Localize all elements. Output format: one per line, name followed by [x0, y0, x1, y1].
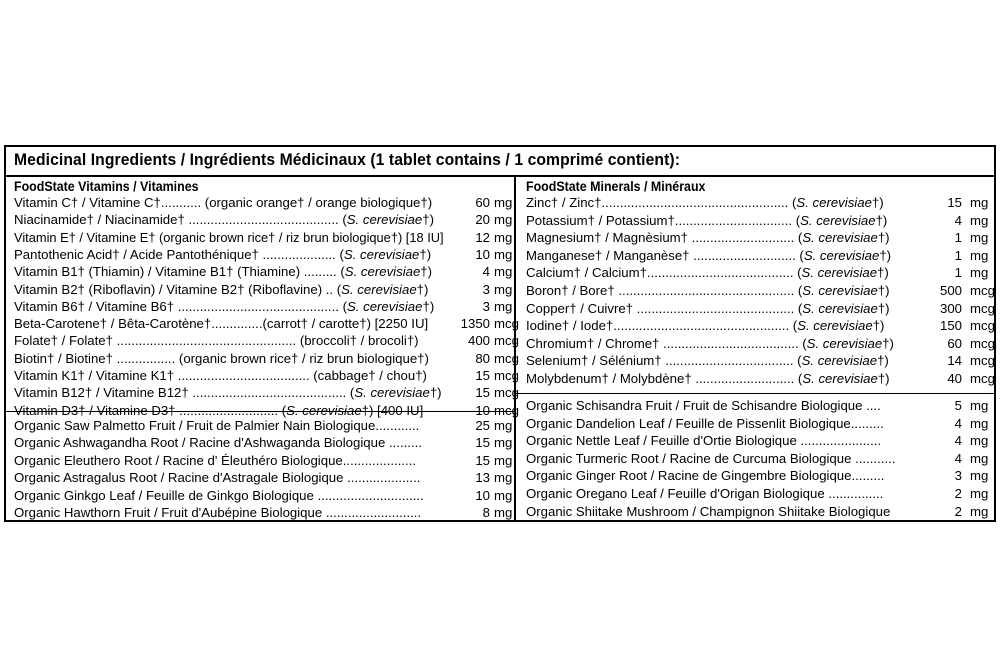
vitamin-amount: 15	[475, 368, 490, 383]
mineral-row	[526, 194, 996, 211]
mineral-row	[526, 264, 996, 281]
left-herb-unit: mg	[494, 505, 513, 520]
right-herb-unit: mg	[970, 503, 989, 519]
left-herb-name: Organic Hawthorn Fruit / Fruit d'Aubépine Biologique ..........................	[14, 505, 422, 520]
mineral-amount: 4	[954, 212, 962, 228]
left-herb-amount: 13	[475, 470, 490, 486]
right-herb-amount: 3	[954, 468, 962, 484]
left-herb-amount: 10	[475, 487, 490, 503]
mineral-unit: mcg	[970, 335, 995, 351]
vitamin-amount: 10	[475, 246, 490, 262]
minerals-herbs-divider	[516, 393, 996, 394]
right-herb-unit: mg	[970, 415, 989, 431]
right-herb-name: Organic Nettle Leaf / Feuille d'Ortie Biologique ......................	[526, 433, 882, 449]
vitamin-unit: mg	[494, 246, 513, 262]
vitamin-row	[14, 229, 514, 246]
vitamin-amount: 12	[475, 229, 490, 245]
mineral-amount: 300	[939, 300, 962, 316]
right-herb-row	[526, 485, 996, 502]
vitamin-amount: 80	[475, 350, 490, 366]
left-herb-name: Organic Ginkgo Leaf / Feuille de Ginkgo Biologique .............................	[14, 487, 424, 503]
left-herb-row	[14, 417, 514, 434]
right-herb-amount: 2	[954, 486, 962, 501]
right-herb-name: Organic Oregano Leaf / Feuille d'Origan Biologique ...............	[526, 486, 884, 501]
mineral-name: Boron† / Bore† ................................................ (S. cerevisiae†)	[526, 283, 890, 298]
vitamin-row	[14, 298, 514, 315]
minerals-heading: FoodState Minerals / Minéraux	[526, 179, 706, 194]
vitamin-amount: 3	[482, 281, 490, 297]
mineral-name: Iodine† / Iode†................................................ (S. cerevisiae†)	[526, 318, 885, 334]
left-herb-unit: mg	[494, 470, 513, 486]
mineral-amount: 500	[939, 283, 962, 298]
mineral-amount: 60	[947, 335, 962, 351]
mineral-unit: mcg	[970, 353, 995, 369]
vitamin-unit: mcg	[494, 402, 519, 418]
vitamin-name: Pantothenic Acid† / Acide Pantothénique† .................... (S. cerevisiae†)	[14, 246, 432, 262]
left-herb-unit: mg	[494, 452, 513, 468]
left-herb-name: Organic Saw Palmetto Fruit / Fruit de Palmier Nain Biologique............	[14, 418, 420, 433]
vitamin-row	[14, 211, 514, 228]
mineral-amount: 1	[954, 230, 962, 246]
mineral-unit: mg	[970, 195, 989, 210]
vitamin-name: Beta-Carotene† / Bêta-Carotène†..............(carrot† / carotte†) [2250 IU]	[14, 316, 429, 332]
mineral-amount: 150	[939, 318, 962, 334]
right-herb-row	[526, 467, 996, 484]
vitamin-unit: mg	[494, 212, 513, 228]
vitamin-row	[14, 332, 519, 349]
mineral-amount: 14	[947, 353, 962, 369]
mineral-name: Chromium† / Chrome† ..................................... (S. cerevisiae†)	[526, 335, 894, 351]
right-herb-amount: 4	[954, 433, 962, 449]
left-herb-name: Organic Astragalus Root / Racine d'Astragale Biologique ....................	[14, 470, 421, 486]
vitamin-unit: mg	[494, 281, 513, 297]
right-herb-unit: mg	[970, 486, 989, 501]
vitamin-row	[14, 384, 519, 401]
vitamin-amount: 400	[467, 333, 490, 349]
vitamin-row	[14, 246, 514, 263]
ingredients-panel	[4, 145, 996, 522]
right-herb-unit: mg	[970, 398, 989, 413]
mineral-name: Potassium† / Potassium†................................ (S. cerevisiae†)	[526, 212, 888, 228]
vitamin-unit: mcg	[494, 316, 519, 332]
vitamin-unit: mg	[494, 195, 513, 210]
right-herb-amount: 5	[954, 398, 962, 413]
right-herb-name: Organic Dandelion Leaf / Feuille de Pissenlit Biologique.........	[526, 415, 884, 431]
vitamin-amount: 10	[475, 402, 490, 418]
right-herb-unit: mg	[970, 450, 989, 466]
mineral-unit: mcg	[970, 300, 995, 316]
right-herb-row	[526, 415, 996, 432]
left-herb-amount: 15	[475, 452, 490, 468]
left-herb-unit: mg	[494, 435, 513, 451]
vitamins-heading: FoodState Vitamins / Vitamines	[14, 179, 199, 194]
right-herb-amount: 4	[954, 450, 962, 466]
left-herb-unit: mg	[494, 418, 513, 433]
mineral-unit: mg	[970, 230, 989, 246]
vitamin-row	[14, 263, 514, 280]
right-herb-unit: mg	[970, 468, 989, 484]
vitamin-name: Biotin† / Biotine† ................ (organic brown rice† / riz brun biologique†)	[14, 350, 429, 366]
left-herb-amount: 15	[475, 435, 490, 451]
mineral-amount: 40	[947, 371, 962, 386]
vitamin-name: Vitamin D3† / Vitamine D3† ........................... (S. cerevisiae†) [400 IU]	[14, 402, 424, 418]
vitamin-name: Vitamin B2† (Riboflavin) / Vitamine B2† (Riboflavine) .. (S. cerevisiae†)	[14, 281, 429, 297]
right-herb-row	[526, 503, 996, 520]
mineral-row	[526, 282, 996, 299]
vitamins-herbs-divider	[6, 411, 514, 412]
mineral-unit: mg	[970, 265, 989, 281]
left-herb-unit: mg	[494, 487, 513, 503]
vitamin-row	[14, 367, 519, 384]
vitamin-unit: mcg	[494, 333, 519, 349]
vitamin-amount: 1350	[460, 316, 490, 332]
mineral-amount: 1	[954, 247, 962, 263]
vitamin-amount: 3	[482, 298, 490, 314]
vitamin-row	[14, 281, 514, 298]
mineral-amount: 1	[954, 265, 962, 281]
left-herb-row	[14, 469, 514, 486]
right-herb-row	[526, 450, 996, 467]
right-herb-row	[526, 397, 996, 414]
left-herb-name: Organic Eleuthero Root / Racine d' Éleuthéro Biologique....................	[14, 452, 417, 468]
left-herb-amount: 25	[475, 418, 490, 433]
vitamin-unit: mg	[494, 264, 513, 280]
mineral-amount: 15	[947, 195, 962, 210]
mineral-name: Calcium† / Calcium†........................................ (S. cerevisiae†)	[526, 265, 889, 281]
title-divider	[6, 175, 994, 177]
vitamin-name: Vitamin E† / Vitamine E† (organic brown rice† / riz brun biologique†) [18 IU]	[14, 229, 444, 245]
mineral-unit: mg	[970, 247, 989, 263]
right-herb-unit: mg	[970, 433, 989, 449]
right-herb-name: Organic Ginger Root / Racine de Gingembre Biologique.........	[526, 468, 885, 484]
vitamin-name: Niacinamide† / Niacinamide† ......................................... (S. cerevisiae†)	[14, 212, 434, 228]
mineral-row	[526, 212, 996, 229]
right-herb-name: Organic Shiitake Mushroom / Champignon Shiitake Biologique	[526, 503, 891, 519]
mineral-row	[526, 300, 996, 317]
mineral-row	[526, 317, 996, 334]
right-herb-name: Organic Turmeric Root / Racine de Curcuma Biologique ...........	[526, 450, 896, 466]
mineral-name: Manganese† / Manganèse† ............................ (S. cerevisiae†)	[526, 247, 892, 263]
mineral-name: Selenium† / Sélénium† ................................... (S. cerevisiae†)	[526, 353, 889, 369]
vitamin-name: Vitamin B6† / Vitamine B6† ............................................ (S. cerevisiae†)	[14, 298, 435, 314]
mineral-name: Molybdenum† / Molybdène† ........................... (S. cerevisiae†)	[526, 371, 890, 386]
left-herb-row	[14, 504, 514, 521]
vitamin-unit: mcg	[494, 350, 519, 366]
vitamin-unit: mcg	[494, 368, 519, 383]
panel-title: Medicinal Ingredients / Ingrédients Médicinaux (1 tablet contains / 1 comprimé contient):	[14, 151, 681, 169]
left-herb-amount: 8	[482, 505, 490, 520]
right-herb-row	[526, 432, 996, 449]
vitamin-row	[14, 194, 514, 211]
mineral-row	[526, 335, 996, 352]
vitamin-unit: mg	[494, 229, 513, 245]
mineral-unit: mg	[970, 212, 989, 228]
right-herb-amount: 2	[954, 503, 962, 519]
vitamin-row	[14, 350, 519, 367]
vitamin-name: Vitamin B1† (Thiamin) / Vitamine B1† (Thiamine) ......... (S. cerevisiae†)	[14, 264, 433, 280]
vitamin-name: Vitamin B12† / Vitamine B12† .......................................... (S. cerevisiae†)	[14, 385, 442, 401]
vitamin-row	[14, 315, 519, 332]
vitamin-amount: 15	[475, 385, 490, 401]
left-herb-row	[14, 434, 514, 451]
vitamin-amount: 20	[475, 212, 490, 228]
vitamin-unit: mg	[494, 298, 513, 314]
vitamin-amount: 4	[482, 264, 490, 280]
left-herb-row	[14, 452, 514, 469]
mineral-name: Magnesium† / Magnèsium† ............................ (S. cerevisiae†)	[526, 230, 890, 246]
vitamin-name: Vitamin C† / Vitamine C†........... (organic orange† / orange biologique†)	[14, 195, 433, 210]
mineral-unit: mcg	[970, 318, 995, 334]
mineral-name: Zinc† / Zinc†................................................... (S. cerevisiae†)	[526, 195, 884, 210]
mineral-row	[526, 370, 996, 387]
mineral-row	[526, 229, 996, 246]
mineral-unit: mcg	[970, 283, 995, 298]
mineral-name: Copper† / Cuivre† ........................................... (S. cerevisiae†)	[526, 300, 890, 316]
mineral-row	[526, 247, 996, 264]
left-herb-name: Organic Ashwagandha Root / Racine d'Ashwaganda Biologique .........	[14, 435, 422, 451]
vitamin-name: Vitamin K1† / Vitamine K1† .................................... (cabbage† / chou†)	[14, 368, 427, 383]
mineral-row	[526, 352, 996, 369]
vitamin-name: Folate† / Folate† ................................................. (broccoli† / brocoli†)	[14, 333, 419, 349]
mineral-unit: mcg	[970, 371, 995, 386]
right-herb-amount: 4	[954, 415, 962, 431]
left-herb-row	[14, 487, 514, 504]
vitamin-amount: 60	[475, 195, 490, 210]
vitamin-unit: mcg	[494, 385, 519, 401]
right-herb-name: Organic Schisandra Fruit / Fruit de Schisandre Biologique ....	[526, 398, 881, 413]
